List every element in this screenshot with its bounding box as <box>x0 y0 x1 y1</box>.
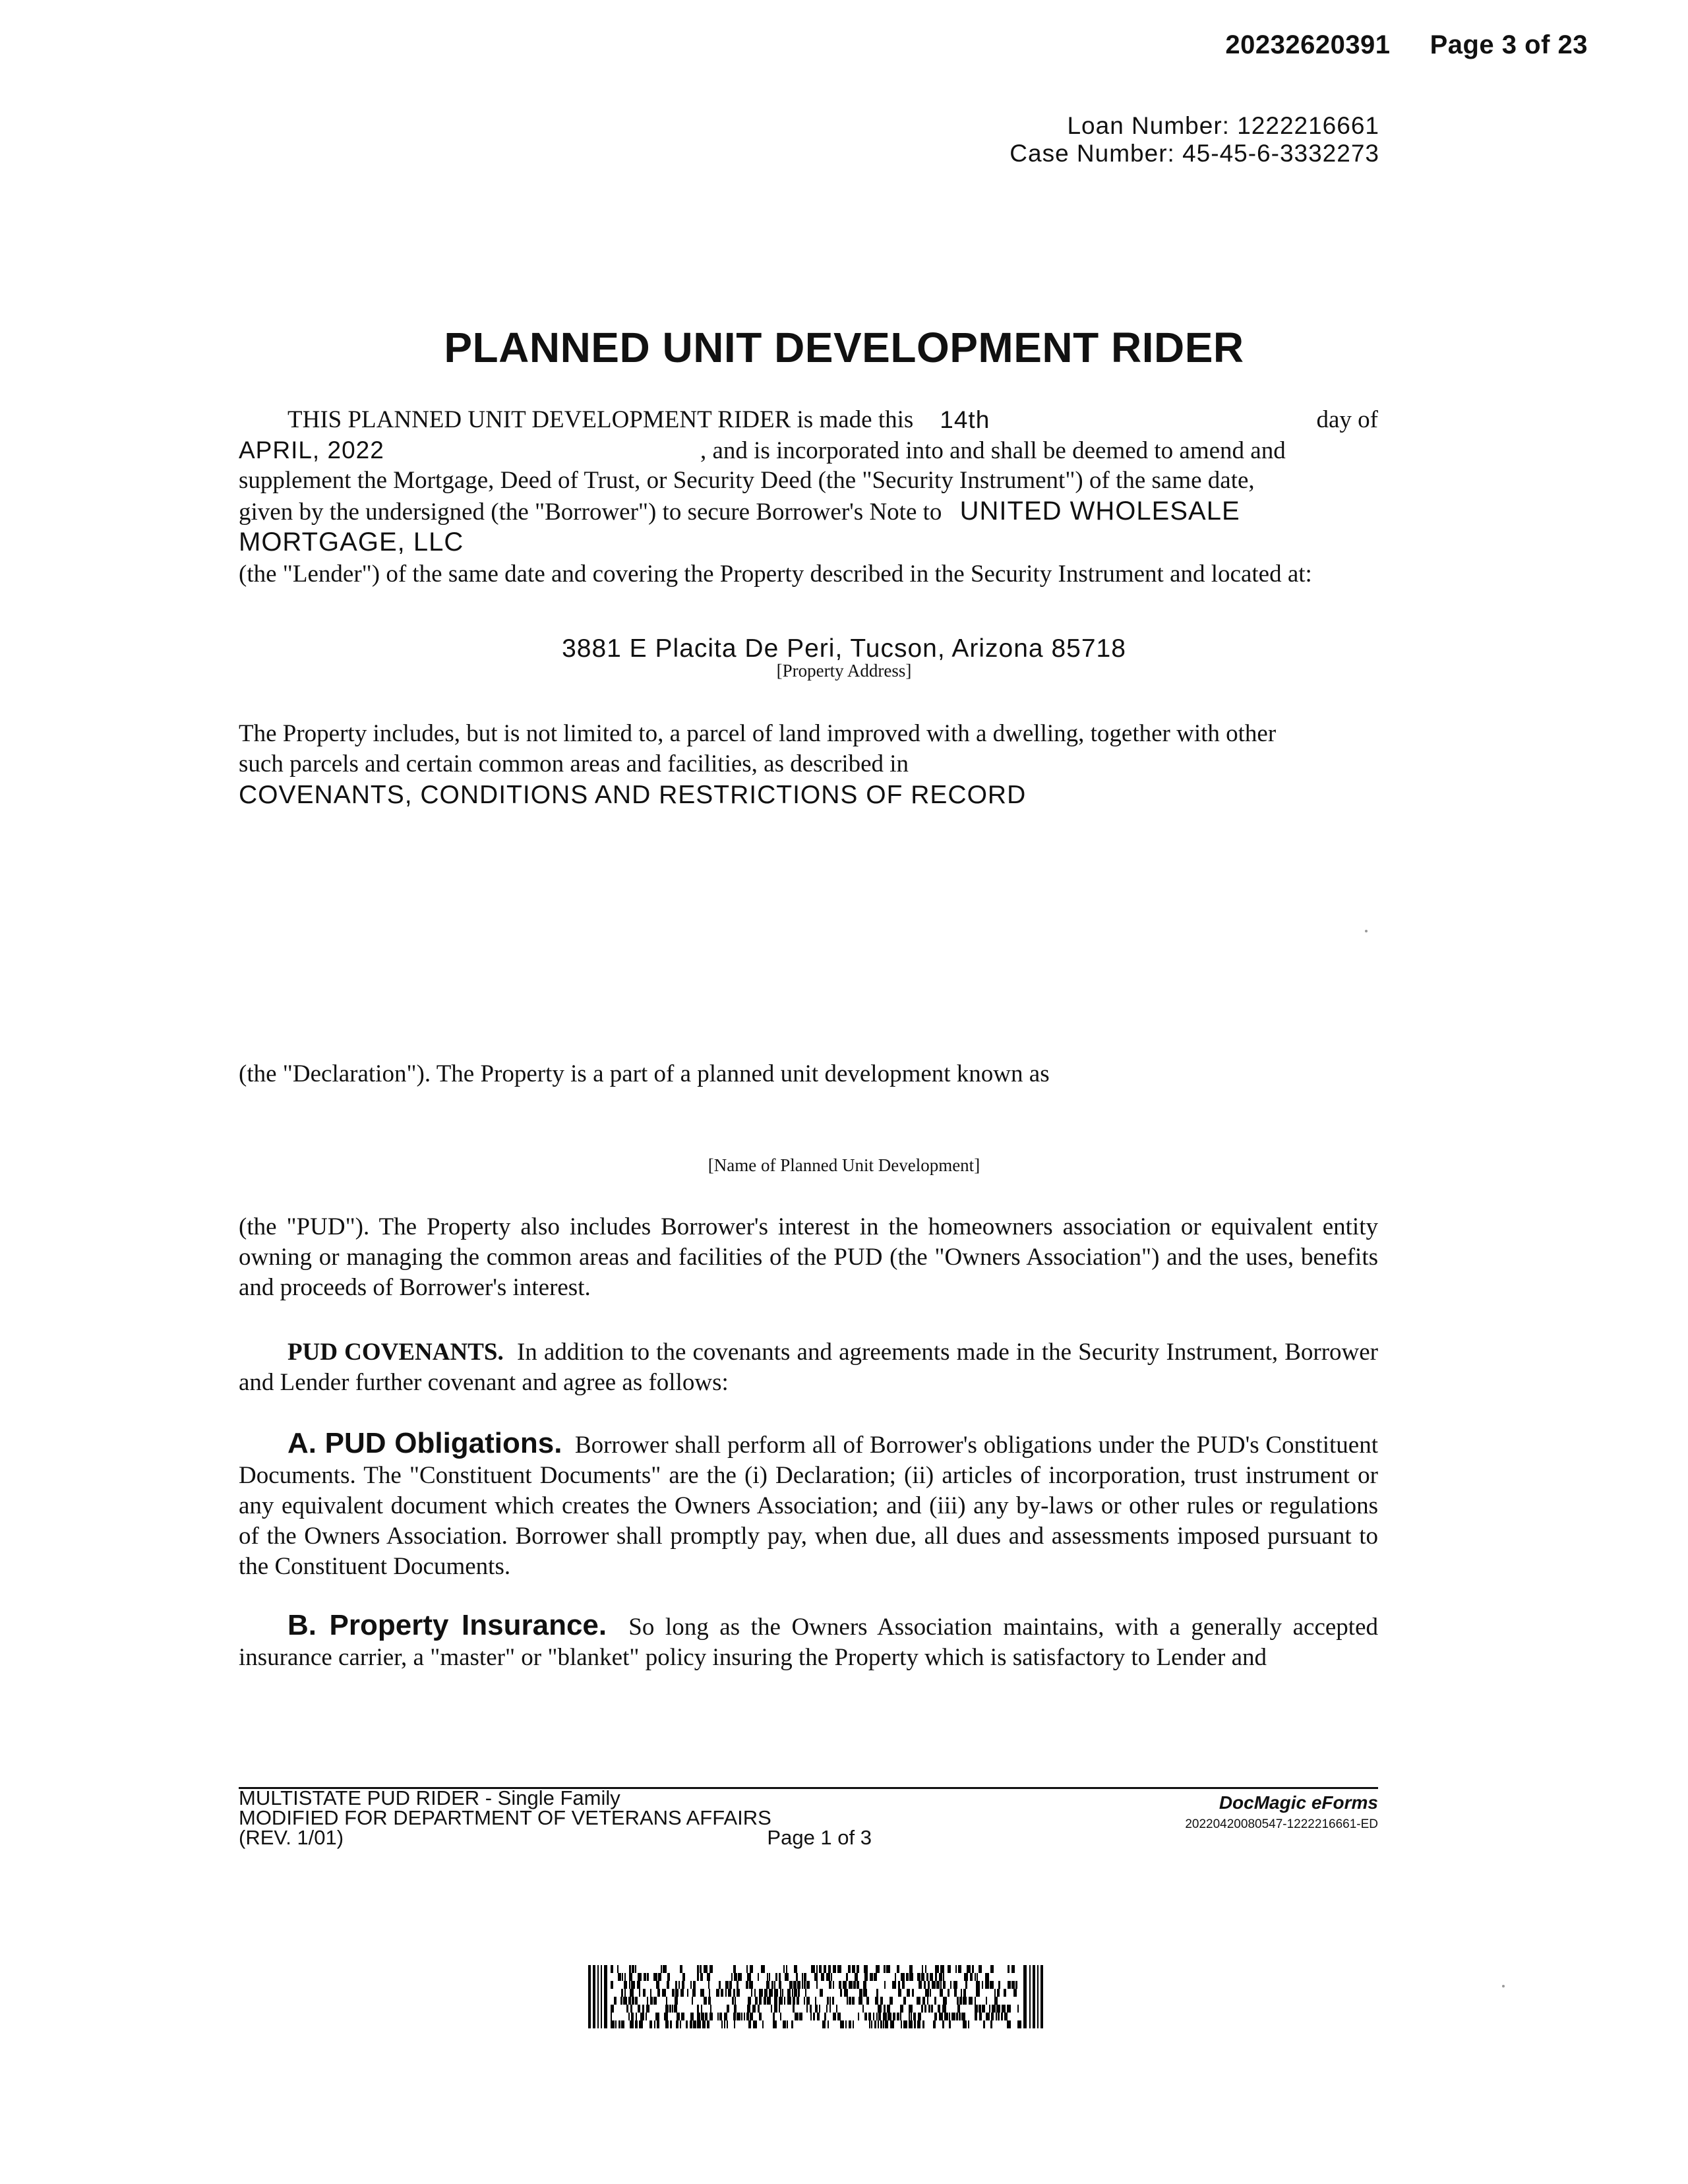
section-a-text: Borrower shall perform all of Borrower's obligations under the PUD's Constituent Documents. The "Constituent Documents" are the (i) Declaration; (ii) articles of incorporation, trust instrument or any equivalent document which creates the Owners Association; and (iii) any by-laws or other rules or regulations of the Owners Association. Borrower shall promptly pay, when due, all dues and assessments imposed pursuant to the Constituent Documents. <box>239 1432 1378 1580</box>
footer-line-1: MULTISTATE PUD RIDER - Single Family <box>239 1786 620 1809</box>
declaration-line: (the "Declaration"). The Property is a part of a planned unit development known as <box>239 1060 1050 1087</box>
section-b-text: So long as the Owners Association maintains, with a generally accepted insurance carrier, a "master" or "blanket" policy insuring the Property which is satisfactory to Lender and <box>239 1614 1378 1671</box>
pud-paragraph: (the "PUD"). The Property also includes Borrower's interest in the homeowners association or equivalent entity owning or managing the common areas and facilities of the PUD (the "Owners Association") and the uses, benefits and proceeds of Borrower's interest. <box>239 1213 1378 1301</box>
intro-line-1 <box>239 405 1378 435</box>
intro-line-6: (the "Lender") of the same date and covering the Property described in the Security Instrument and located at: <box>239 561 1312 588</box>
section-b-heading: B. Property Insurance. <box>287 1609 607 1641</box>
lender-name-1: UNITED WHOLESALE <box>959 497 1240 526</box>
page-header <box>1225 30 1588 60</box>
intro-line-2 <box>239 435 1378 466</box>
docmagic-logo: DocMagic eForms <box>1219 1792 1378 1813</box>
includes-line-2: such parcels and certain common areas and facilities, as described in <box>239 750 909 777</box>
pud-covenants-text: In addition to the covenants and agreements made in the Security Instrument, Borrower and Lender further covenant and agree as follows: <box>239 1339 1379 1396</box>
intro-lead: THIS PLANNED UNIT DEVELOPMENT RIDER is made this <box>287 406 914 433</box>
footer-brand <box>1185 1792 1378 1832</box>
property-address: 3881 E Placita De Peri, Tucson, Arizona 85718 <box>562 634 1126 663</box>
footer-page-number: Page 1 of 3 <box>767 1826 872 1849</box>
intro-note-to: given by the undersigned (the "Borrower") to secure Borrower's Note to <box>239 499 942 526</box>
loan-number: Loan Number: 1222216661 <box>1067 112 1379 139</box>
footer-document-id: 20220420080547-1222216661-ED <box>1185 1817 1378 1831</box>
scan-speck-2 <box>1502 1985 1505 1987</box>
case-number: Case Number: 45-45-6-3332273 <box>1010 140 1379 167</box>
intro-after-date: , and is incorporated into and shall be deemed to amend and <box>700 437 1286 464</box>
declaration-name: COVENANTS, CONDITIONS AND RESTRICTIONS OF RECORD <box>239 781 1027 809</box>
intro-line-3: supplement the Mortgage, Deed of Trust, or Security Deed (the "Security Instrument") of the same date, <box>239 467 1255 494</box>
intro-line-4 <box>239 496 1378 528</box>
footer-line-3: (REV. 1/01) <box>239 1826 344 1849</box>
section-a-heading: A. PUD Obligations. <box>287 1427 562 1459</box>
footer-line-3-row <box>239 1828 872 1848</box>
rider-day: 14th <box>940 406 990 433</box>
section-a <box>239 1428 1378 1582</box>
barcode-image <box>588 1965 1043 2028</box>
footer-line-2: MODIFIED FOR DEPARTMENT OF VETERANS AFFAIRS <box>239 1806 771 1829</box>
page-indicator: Page 3 of 23 <box>1430 30 1588 59</box>
intro-day-of: day of <box>1316 406 1378 433</box>
includes-line-1: The Property includes, but is not limited to, a parcel of land improved with a dwelling, together with other <box>239 720 1277 747</box>
document-title: PLANNED UNIT DEVELOPMENT RIDER <box>444 324 1244 371</box>
lender-name-2: MORTGAGE, LLC <box>239 528 464 557</box>
scan-speck <box>1365 930 1368 932</box>
pud-name-caption: [Name of Planned Unit Development] <box>708 1155 980 1175</box>
section-b <box>239 1610 1378 1673</box>
pud-covenants-heading: PUD COVENANTS. <box>287 1339 504 1366</box>
loan-info <box>1010 112 1379 167</box>
footer-form-info <box>239 1788 872 1848</box>
rider-month-year: APRIL, 2022 <box>239 437 384 464</box>
pud-covenants-paragraph <box>239 1337 1378 1398</box>
document-number: 20232620391 <box>1225 30 1391 59</box>
property-address-caption: [Property Address] <box>776 661 912 681</box>
